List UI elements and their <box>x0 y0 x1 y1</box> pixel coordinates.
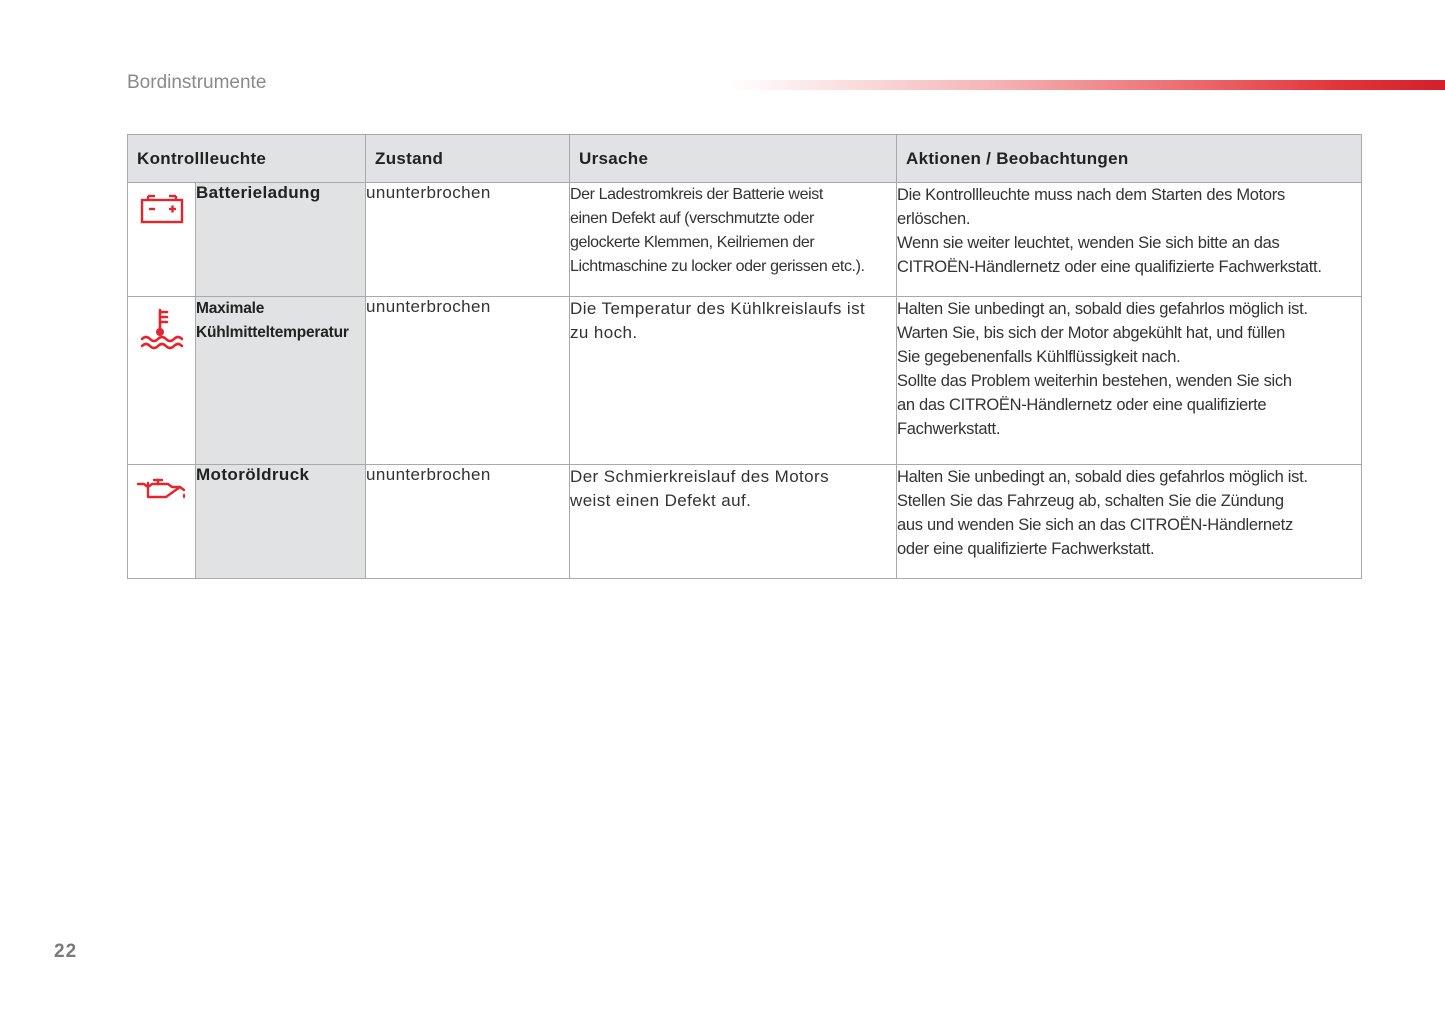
light-cause: Der Ladestromkreis der Batterie weist einen Defekt auf (verschmutzte oder gelockerte Klemmen, Keilriemen der Lichtmaschine zu locker oder gerissen etc.). <box>570 183 897 297</box>
light-name: Maximale Kühlmitteltemperatur <box>196 297 366 465</box>
light-action: Halten Sie unbedingt an, sobald dies gefahrlos möglich ist. Warten Sie, bis sich der Motor abgekühlt hat, und füllen Sie gegebenenfalls Kühlflüssigkeit nach. Sollte das Problem weiterhin bestehen, wenden Sie sich an das CITROËN-Händlernetz oder eine qualifizierte Fachwerkstatt. <box>897 297 1362 465</box>
header-aktionen: Aktionen / Beobachtungen <box>897 135 1362 183</box>
icon-cell <box>128 465 196 579</box>
page-number: 22 <box>54 941 78 962</box>
light-state: ununterbrochen <box>366 297 570 465</box>
light-cause: Die Temperatur des Kühlkreislaufs ist zu hoch. <box>570 297 897 465</box>
icon-cell <box>128 183 196 297</box>
table-header-row <box>128 135 1362 183</box>
light-action: Die Kontrollleuchte muss nach dem Starten des Motors erlöschen. Wenn sie weiter leuchtet, wenden Sie sich bitte an das CITROËN-Händlernetz oder eine qualifizierte Fachwerkstatt. <box>897 183 1362 297</box>
light-name: Batterieladung <box>196 183 366 297</box>
light-cause: Der Schmierkreislauf des Motors weist einen Defekt auf. <box>570 465 897 579</box>
icon-cell <box>128 297 196 465</box>
section-title: Bordinstrumente <box>127 72 267 93</box>
light-state: ununterbrochen <box>366 183 570 297</box>
header-accent-bar <box>730 80 1445 90</box>
light-name: Motoröldruck <box>196 465 366 579</box>
battery-warning-icon <box>139 193 185 225</box>
table-row <box>128 465 1362 579</box>
oil-pressure-icon <box>136 475 188 503</box>
header-kontrollleuchte: Kontrollleuchte <box>128 135 366 183</box>
table-row <box>128 297 1362 465</box>
coolant-temperature-icon <box>139 307 185 353</box>
header-ursache: Ursache <box>570 135 897 183</box>
table-row <box>128 183 1362 297</box>
warning-lights-table <box>127 134 1362 579</box>
light-action: Halten Sie unbedingt an, sobald dies gefahrlos möglich ist. Stellen Sie das Fahrzeug ab, schalten Sie die Zündung aus und wenden Sie sich an das CITROËN-Händlernetz oder eine qualifizierte Fachwerkstatt. <box>897 465 1362 579</box>
header-zustand: Zustand <box>366 135 570 183</box>
light-state: ununterbrochen <box>366 465 570 579</box>
